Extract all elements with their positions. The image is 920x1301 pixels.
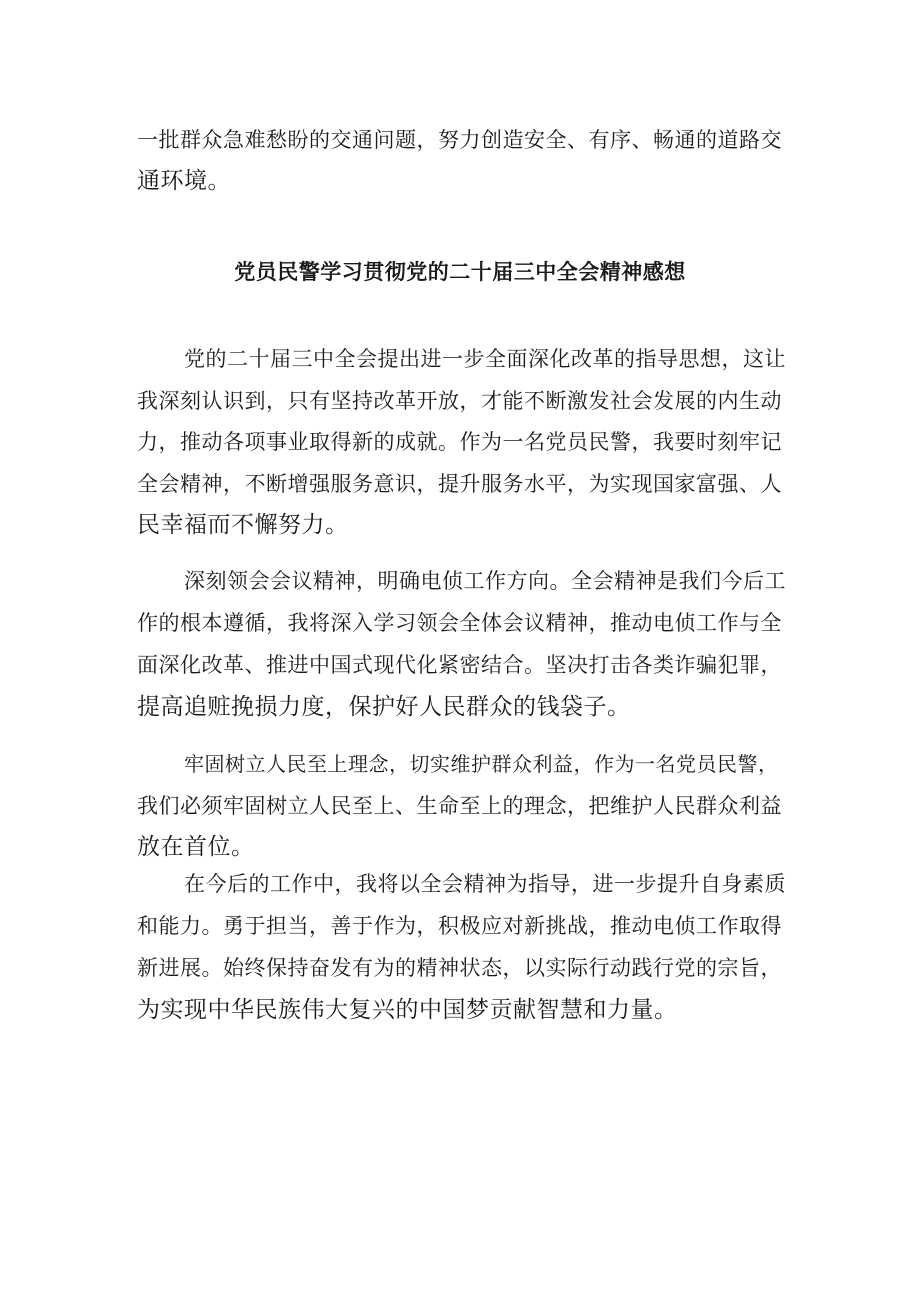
paragraph-line: 放在首位。 bbox=[137, 834, 255, 860]
paragraph-line: 党的二十届三中全会提出进一步全面深化改革的指导思想，这让 bbox=[184, 347, 786, 371]
paragraph-line: 作的根本遵循，我将深入学习领会全体会议精神，推动电侦工作与全 bbox=[137, 611, 782, 635]
paragraph-line: 提高追赃挽损力度，保护好人民群众的钱袋子。 bbox=[137, 694, 631, 720]
paragraph-line: 新进展。始终保持奋发有为的精神状态，以实际行动践行党的宗旨， bbox=[137, 956, 782, 980]
paragraph-line: 深刻领会会议精神，明确电侦工作方向。全会精神是我们今后工 bbox=[184, 569, 786, 593]
paragraph-line: 和能力。勇于担当，善于作为，积极应对新挑战，推动电侦工作取得 bbox=[137, 914, 782, 938]
paragraph-line: 面深化改革、推进中国式现代化紧密结合。坚决打击各类诈骗犯罪， bbox=[137, 653, 782, 677]
paragraph-line: 民幸福而不懈努力。 bbox=[137, 512, 349, 538]
intro-line: 一批群众急难愁盼的交通问题，努力创造安全、有序、畅通的道路交 bbox=[137, 128, 782, 152]
intro-line: 通环境。 bbox=[137, 168, 231, 194]
paragraph-line: 力，推动各项事业取得新的成就。作为一名党员民警，我要时刻牢记 bbox=[137, 430, 782, 454]
paragraph-line: 牢固树立人民至上理念，切实维护群众利益，作为一名党员民警， bbox=[184, 752, 779, 776]
paragraph-line: 我们必须牢固树立人民至上、生命至上的理念，把维护人民群众利益 bbox=[137, 794, 782, 818]
paragraph-line: 我深刻认识到，只有坚持改革开放，才能不断激发社会发展的内生动 bbox=[137, 389, 782, 413]
paragraph-line: 全会精神，不断增强服务意识，提升服务水平，为实现国家富强、人 bbox=[137, 472, 782, 496]
paragraph-line: 为实现中华民族伟大复兴的中国梦贡献智慧和力量。 bbox=[137, 997, 678, 1023]
paragraph-line: 在今后的工作中，我将以全会精神为指导，进一步提升自身素质 bbox=[184, 872, 786, 896]
article-title: 党员民警学习贯彻党的二十届三中全会精神感想 bbox=[234, 260, 686, 284]
